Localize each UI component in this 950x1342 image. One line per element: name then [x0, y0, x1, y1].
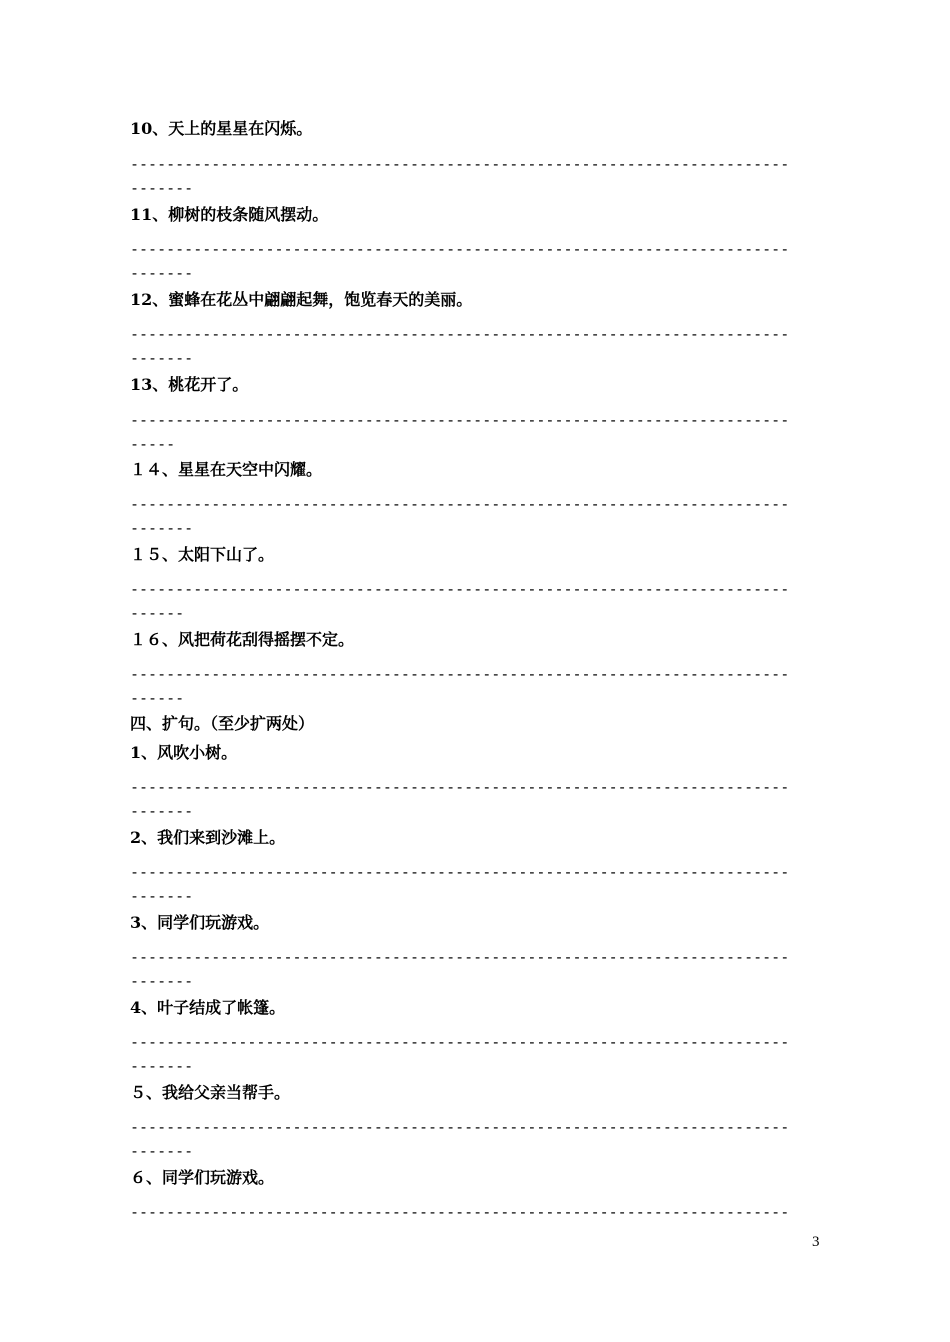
answer-line: ------------------------------------------------------------------------- [130, 325, 790, 343]
sentence-item: 4、叶子结成了帐篷。 [130, 998, 286, 1017]
answer-line: ------------------------------------------------------------------------- [130, 948, 790, 966]
answer-line-tail: ----- [130, 435, 176, 453]
sentence-item: 13、桃花开了。 [130, 375, 249, 394]
answer-line: ------------------------------------------------------------------------- [130, 665, 790, 683]
answer-line-tail: ------- [130, 519, 194, 537]
answer-line: ------------------------------------------------------------------------- [130, 495, 790, 513]
answer-line: ------------------------------------------------------------------------- [130, 240, 790, 258]
answer-line: ------------------------------------------------------------------------- [130, 411, 790, 429]
sentence-item: １４、星星在天空中闪耀。 [130, 460, 323, 479]
sentence-item: 2、我们来到沙滩上。 [130, 828, 286, 847]
sentence-item: 1、风吹小树。 [130, 743, 238, 762]
sentence-item: ５、我给父亲当帮手。 [130, 1083, 291, 1102]
answer-line-tail: ------- [130, 349, 194, 367]
sentence-item: ６、同学们玩游戏。 [130, 1168, 275, 1187]
answer-line-tail: ------- [130, 264, 194, 282]
answer-line: ------------------------------------------------------------------------- [130, 1203, 790, 1221]
answer-line-tail: ------- [130, 179, 194, 197]
answer-line-tail: ------- [130, 887, 194, 905]
answer-line: ------------------------------------------------------------------------- [130, 1033, 790, 1051]
sentence-item: 11、柳树的枝条随风摆动。 [130, 205, 329, 224]
sentence-item: １５、太阳下山了。 [130, 545, 275, 564]
section-heading: 四、扩句。（至少扩两处） [130, 714, 315, 733]
sentence-item: １６、风把荷花刮得摇摆不定。 [130, 630, 355, 649]
answer-line-tail: ------- [130, 802, 194, 820]
answer-line-tail: ------- [130, 1142, 194, 1160]
answer-line-tail: ------ [130, 604, 185, 622]
answer-line: ------------------------------------------------------------------------- [130, 155, 790, 173]
answer-line-tail: ------- [130, 1057, 194, 1075]
answer-line: ------------------------------------------------------------------------- [130, 1118, 790, 1136]
sentence-item: 12、蜜蜂在花丛中翩翩起舞，饱览春天的美丽。 [130, 290, 473, 309]
answer-line: ------------------------------------------------------------------------- [130, 580, 790, 598]
sentence-item: 10、天上的星星在闪烁。 [130, 119, 313, 138]
answer-line-tail: ------ [130, 689, 185, 707]
sentence-item: 3、同学们玩游戏。 [130, 913, 270, 932]
answer-line: ------------------------------------------------------------------------- [130, 778, 790, 796]
answer-line-tail: ------- [130, 972, 194, 990]
page-number: 3 [812, 1234, 820, 1250]
answer-line: ------------------------------------------------------------------------- [130, 863, 790, 881]
